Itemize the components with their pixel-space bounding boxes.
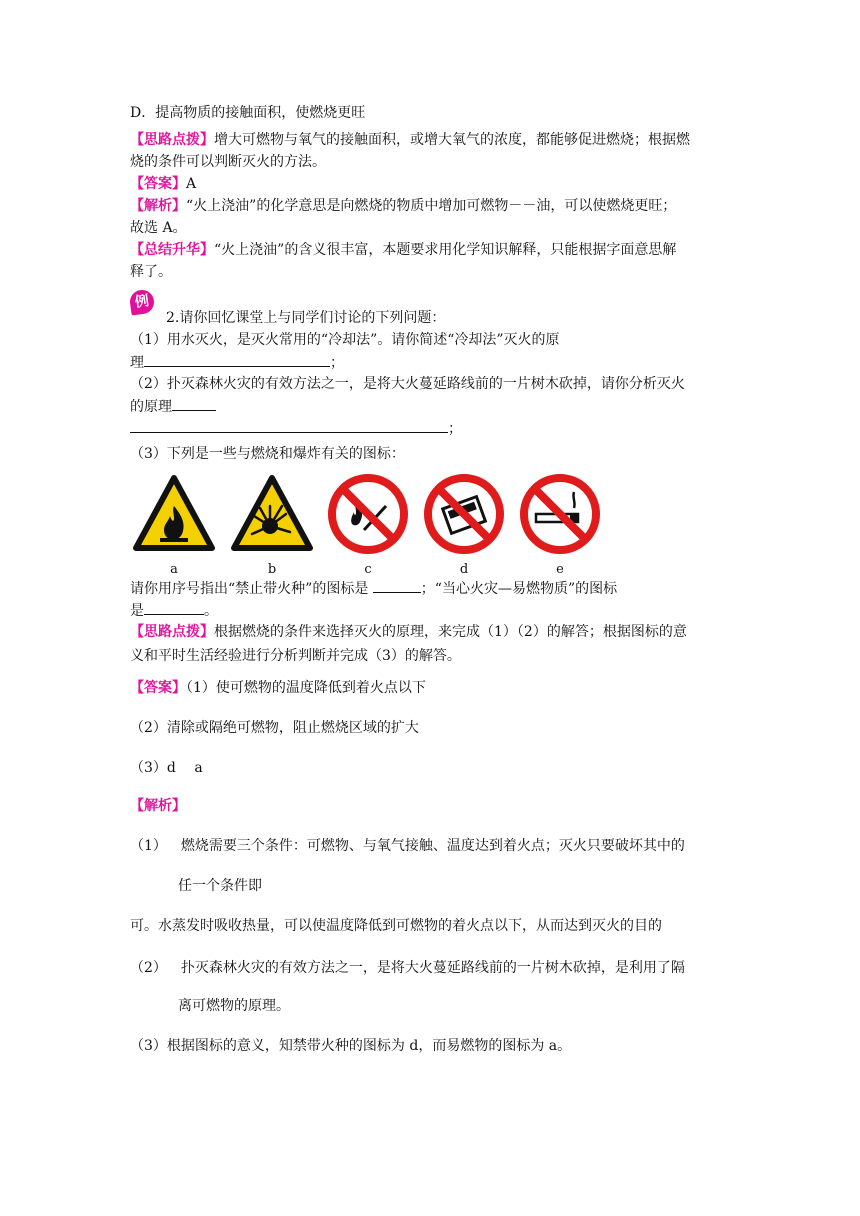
summary-text: “火上浇油”的含义很丰富，本题要求用化学知识解释，只能根据字面意思解 <box>214 242 677 258</box>
hint-tag: 【思路点拨】 <box>130 132 214 148</box>
explosive-warning-icon <box>230 472 314 556</box>
analysis-2-p2-text: 扑灭森林火灾的有效方法之一，是将大火蔓延路线前的一片树木砍掉，是利用了隔 <box>180 960 685 976</box>
question-1: （1）用水灭火，是灭火常用的“冷却法”。请你简述“冷却法”灭火的原 <box>130 332 560 348</box>
summary-line <box>130 240 676 260</box>
question-3-ask-2 <box>130 600 218 621</box>
question-3-ask <box>130 578 617 599</box>
answer-tag: 【答案】 <box>130 176 186 192</box>
analysis-2-heading <box>130 796 186 816</box>
sign-row <box>130 472 610 576</box>
hint-2-line-1 <box>130 622 687 642</box>
analysis-line-1 <box>130 196 676 216</box>
analysis-2-p1-cont2: 可。水蒸发时吸收热量，可以使温度降低到可燃物的着火点以下，从而达到灭火的目的 <box>130 918 662 934</box>
question-2: （2）扑灭森林火灾的有效方法之一，是将大火蔓延路线前的一片树木砍掉，请你分析灭火 <box>130 376 685 392</box>
hint-2-text: 根据燃烧的条件来选择灭火的原理，来完成（1）（2）的解答；根据图标的意 <box>214 624 687 640</box>
analysis-2-p1-cont: 任一个条件即 <box>178 878 262 894</box>
answer-2-a2: （2）清除或隔绝可燃物，阻止燃烧区域的扩大 <box>130 720 419 736</box>
answer-blank-2[interactable] <box>172 396 216 411</box>
answer-2-line-1 <box>130 678 426 698</box>
sign-label-c: c <box>364 562 372 577</box>
answer-2-tag: 【答案】 <box>130 680 186 696</box>
answer-blank-1[interactable] <box>144 352 330 367</box>
analysis-2-p1-num: （1） <box>130 838 167 854</box>
answer-line-1 <box>130 174 196 194</box>
question-3-ask-c: 是 <box>130 603 144 619</box>
sign-label-a: a <box>170 562 178 577</box>
analysis-2-tag: 【解析】 <box>130 798 186 814</box>
answer-2-a1: （1）使可燃物的温度降低到着火点以下 <box>186 680 426 696</box>
analysis-2-p1 <box>130 836 685 856</box>
analysis-2-p2 <box>130 958 685 978</box>
question-2-end: ； <box>448 421 462 437</box>
analysis-2-p3: （3）根据图标的意义，知禁带火种的图标为 d，而易燃物的图标为 a。 <box>130 1038 572 1054</box>
sign-label-d: d <box>459 562 469 577</box>
answer-blank-3b[interactable] <box>144 600 204 615</box>
no-matches-icon <box>422 472 506 556</box>
hint-text: 增大可燃物与氧气的接触面积，或增大氧气的浓度，都能够促进燃烧；根据燃 <box>214 132 690 148</box>
analysis-tag: 【解析】 <box>130 198 186 214</box>
hint-text-cont: 烧的条件可以判断灭火的方法。 <box>130 154 326 170</box>
question-1-end: ； <box>330 355 344 371</box>
question-intro: 2.请你回忆课堂上与同学们讨论的下列问题： <box>166 310 446 326</box>
analysis-text: “火上浇油”的化学意思是向燃烧的物质中增加可燃物－－油，可以使燃烧更旺； <box>186 198 677 214</box>
sign-label-b: b <box>267 562 277 577</box>
answer-text: A <box>186 176 197 192</box>
question-3: （3）下列是一些与燃烧和爆炸有关的图标： <box>130 446 405 462</box>
question-2-blank <box>130 396 216 417</box>
sign-label-e: e <box>556 562 564 577</box>
example-badge: 例 <box>128 288 155 315</box>
question-3-ask-b: ；“当心火灾—易燃物质”的图标 <box>420 581 618 597</box>
no-open-flame-icon <box>326 472 410 556</box>
answer-blank-2b[interactable] <box>130 418 448 433</box>
question-1-cont: 理 <box>130 355 144 371</box>
analysis-2-p2-num: （2） <box>130 960 167 976</box>
summary-text-cont: 释了。 <box>130 264 172 280</box>
answer-blank-3a[interactable] <box>373 578 421 593</box>
question-3-ask-a: 请你用序号指出“禁止带火种”的图标是 <box>130 581 369 597</box>
hint-2-tag: 【思路点拨】 <box>130 624 214 640</box>
question-3-ask-end: 。 <box>204 603 218 619</box>
hint-2-line-2: 义和平时生活经验进行分析判断并完成（3）的解答。 <box>130 648 461 664</box>
question-2-blank-line <box>130 418 462 439</box>
hint-paragraph-1 <box>130 130 690 150</box>
question-1-blank <box>130 352 344 373</box>
no-smoking-icon <box>518 472 602 556</box>
analysis-2-p1-text: 燃烧需要三个条件：可燃物、与氧气接触、温度达到着火点；灭火只要破坏其中的 <box>180 838 685 854</box>
analysis-text-cont: 故选 A。 <box>130 220 187 236</box>
summary-tag: 【总结升华】 <box>130 242 214 258</box>
option-d: D．提高物质的接触面积，使燃烧更旺 <box>130 105 366 121</box>
analysis-2-p2-cont: 离可燃物的原理。 <box>178 998 290 1014</box>
answer-2-a3: （3）d a <box>130 760 203 776</box>
flammable-warning-icon <box>132 472 216 556</box>
question-2-cont: 的原理 <box>130 399 172 415</box>
